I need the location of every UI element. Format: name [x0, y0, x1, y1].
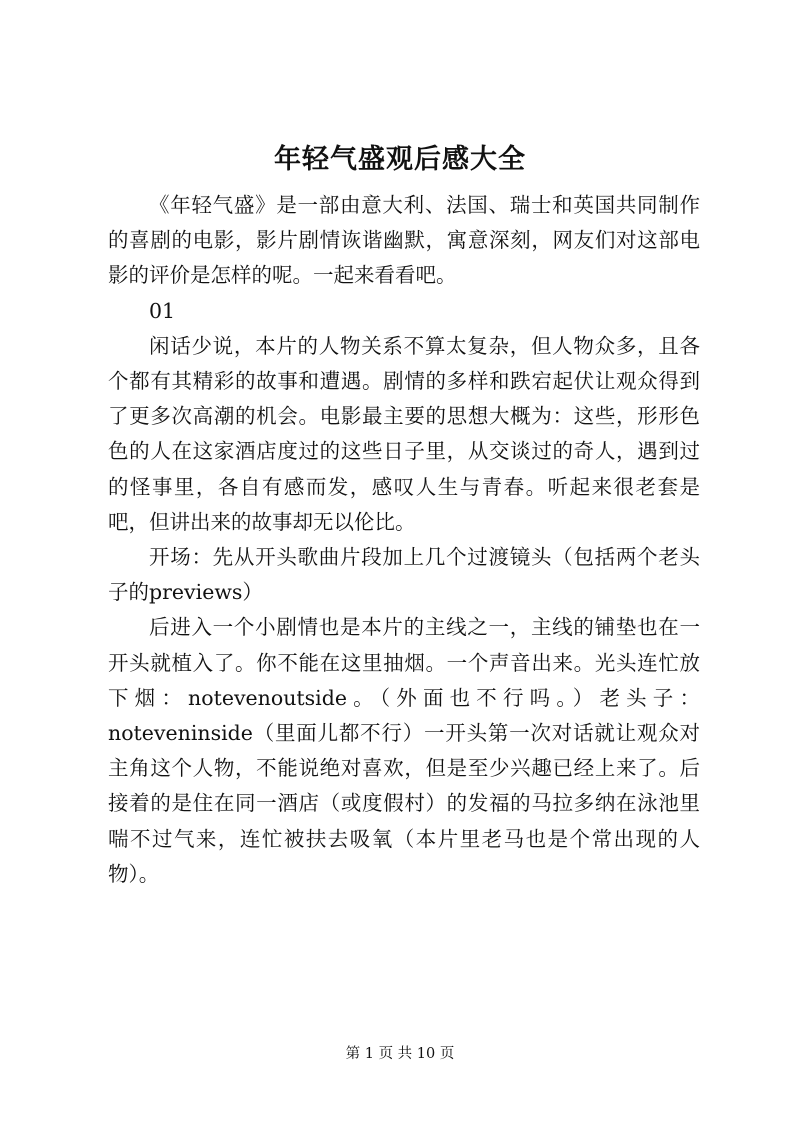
- paragraph-plot: 后进入一个小剧情也是本片的主线之一，主线的铺垫也在一开头就植入了。你不能在这里抽烟。一个声音出来。光头连忙放下烟：notevenoutside。（外面也不行吗。）老头子：noteveninside（里面儿都不行）一开头第一次对话就让观众对主角这个人物，不能说绝对喜欢，但是至少兴趣已经上来了。后接着的是住在同一酒店（或度假村）的发福的马拉多纳在泳池里喘不过气来，连忙被扶去吸氧（本片里老马也是个常出现的人物）。: [108, 615, 700, 886]
- page-footer: 第 1 页 共 10 页: [345, 1046, 455, 1062]
- paragraph-summary: 闲话少说，本片的人物关系不算太复杂，但人物众多，且各个都有其精彩的故事和遭遇。剧情的多样和跌宕起伏让观众得到了更多次高潮的机会。电影最主要的思想大概为：这些，形形色色的人在这家酒店度过的这些日子里，从交谈过的奇人，遇到过的怪事里，各自有感而发，感叹人生与青春。听起来很老套是吧，但讲出来的故事却无以伦比。: [108, 333, 700, 534]
- paragraph-intro: 《年轻气盛》是一部由意大利、法国、瑞士和英国共同制作的喜剧的电影，影片剧情诙谐幽默，寓意深刻，网友们对这部电影的评价是怎样的呢。一起来看看吧。: [108, 193, 700, 288]
- document-body: [108, 188, 700, 892]
- section-number: 01: [149, 298, 176, 323]
- document-title: 年轻气盛观后感大全: [274, 144, 526, 175]
- paragraph-opening: 开场：先从开头歌曲片段加上几个过渡镜头（包括两个老头子的previews）: [108, 545, 700, 605]
